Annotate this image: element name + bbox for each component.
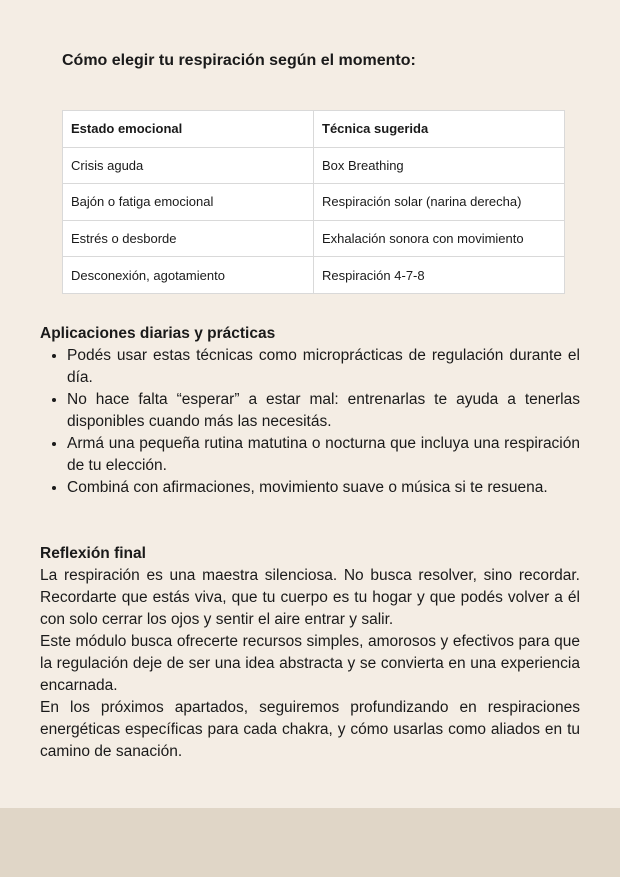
list-item: • Armá una pequeña rutina matutina o nocturna que incluya una respiración de tu elección. <box>67 433 580 477</box>
technique-cell: Box Breathing <box>314 147 565 184</box>
reflection-title: Reflexión final <box>40 545 146 562</box>
applications-section <box>40 323 580 499</box>
table-row <box>63 147 565 184</box>
applications-title: Aplicaciones diarias y prácticas <box>40 325 276 342</box>
reflection-paragraph: En los próximos apartados, seguiremos profundizando en respiraciones energéticas específicas para cada chakra, y cómo usarlas como aliados en tu camino de sanación. <box>40 699 580 760</box>
technique-cell: Respiración 4-7-8 <box>314 257 565 294</box>
table-row <box>63 184 565 221</box>
table-row <box>63 257 565 294</box>
reflection-paragraph: La respiración es una maestra silenciosa. No busca resolver, sino recordar. Recordarte que estás viva, que tu cuerpo es tu hogar y que podés volver a él con solo cerrar los ojos y sentir el aire entrar y salir. <box>40 567 580 628</box>
list-item: • Combiná con afirmaciones, movimiento suave o música si te resuena. <box>67 477 580 499</box>
reflection-paragraph: Este módulo busca ofrecerte recursos simples, amorosos y efectivos para que la regulación deje de ser una idea abstracta y se convierta en una experiencia encarnada. <box>40 633 580 694</box>
emotional-state-cell: Desconexión, agotamiento <box>63 257 314 294</box>
emotional-state-cell: Bajón o fatiga emocional <box>63 184 314 221</box>
emotional-state-cell: Estrés o desborde <box>63 220 314 257</box>
table-row <box>63 220 565 257</box>
table-header-row <box>63 111 565 148</box>
reflection-section <box>40 543 580 763</box>
list-item: • Podés usar estas técnicas como microprácticas de regulación durante el día. <box>67 345 580 389</box>
column-header-suggested-technique: Técnica sugerida <box>314 111 565 148</box>
list-item: • No hace falta “esperar” a estar mal: entrenarlas te ayuda a tenerlas disponibles cuando más las necesitás. <box>67 389 580 433</box>
technique-cell: Exhalación sonora con movimiento <box>314 220 565 257</box>
column-header-emotional-state: Estado emocional <box>63 111 314 148</box>
technique-cell: Respiración solar (narina derecha) <box>314 184 565 221</box>
breathing-technique-table <box>62 110 565 294</box>
footer-band <box>0 808 620 877</box>
emotional-state-cell: Crisis aguda <box>63 147 314 184</box>
table-heading: Cómo elegir tu respiración según el momento: <box>62 52 416 69</box>
applications-list <box>40 345 580 499</box>
